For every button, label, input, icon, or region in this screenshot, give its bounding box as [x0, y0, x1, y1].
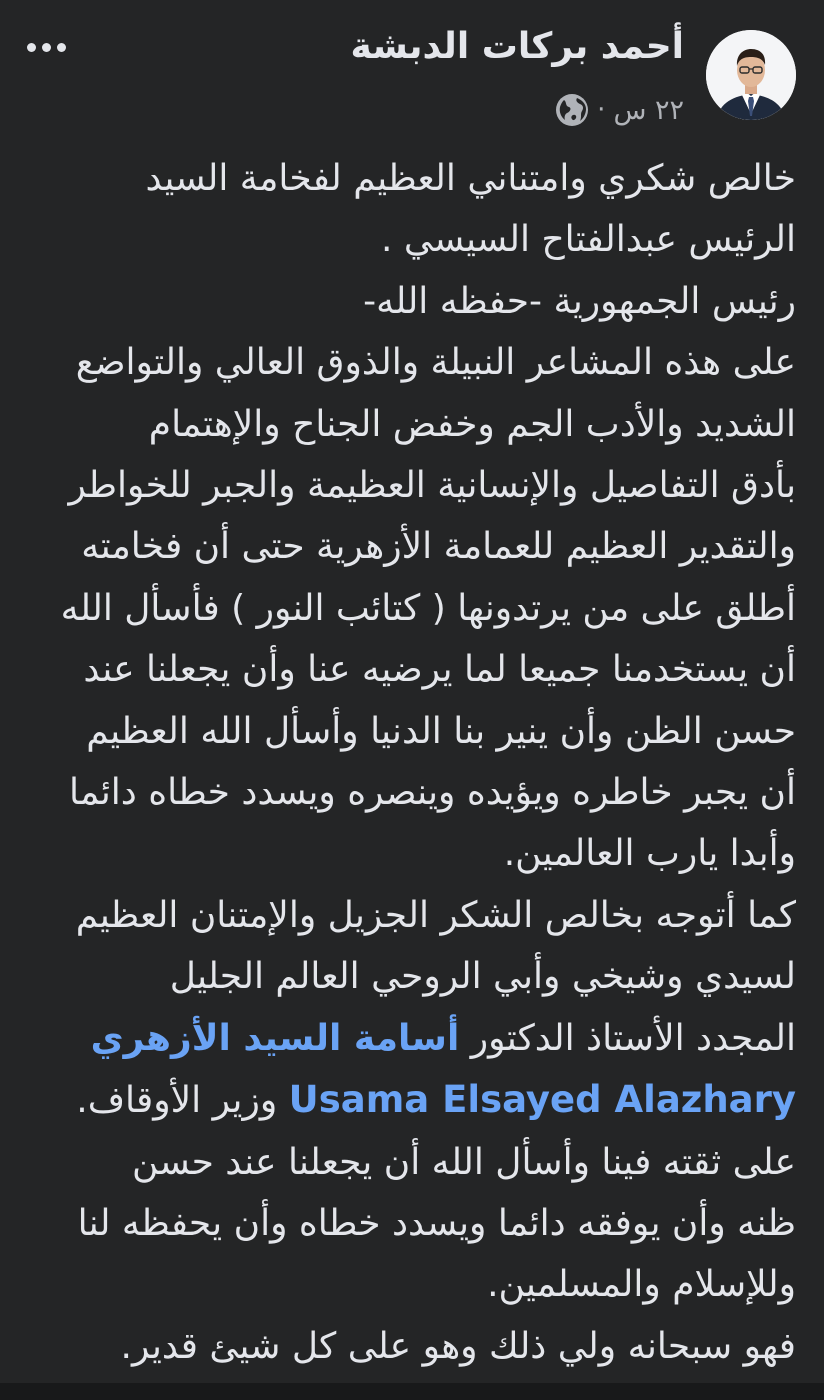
post-line: الشديد والأدب الجم وخفض الجناح والإهتمام [148, 403, 796, 445]
avatar[interactable] [706, 30, 796, 120]
post-line: على هذه المشاعر النبيلة والذوق العالي والتواضع [75, 342, 796, 384]
author-name[interactable]: أحمد بركات الدبشة [350, 26, 684, 67]
bottom-bar [0, 1383, 824, 1400]
post-line: فهو سبحانه ولي ذلك وهو على كل شيئ قدير. [120, 1325, 796, 1367]
post-line: رئيس الجمهورية -حفظه الله- [363, 280, 796, 322]
post-line: لسيدي وشيخي وأبي الروحي العالم الجليل [169, 956, 796, 998]
post-line: وللإسلام والمسلمين. [487, 1264, 796, 1306]
post-line: على ثقته فينا وأسأل الله أن يجعلنا عند حسن [132, 1141, 796, 1183]
more-horizontal-icon [27, 43, 36, 52]
post-body [24, 148, 796, 1377]
post-line-with-mention-en [24, 1069, 796, 1131]
post-line: وأبدا يارب العالمين. [503, 833, 796, 875]
more-options-button[interactable] [20, 30, 72, 64]
post-line: أن يجبر خاطره ويؤيده وينصره ويسدد خطاه دائما [68, 772, 796, 814]
mention-suffix: وزير الأوقاف. [76, 1080, 289, 1122]
profile-photo [706, 30, 796, 120]
meta-separator: · [597, 95, 606, 125]
mention-link-arabic[interactable]: أسامة السيد الأزهري [90, 1017, 460, 1059]
post-line-with-mention [24, 1008, 796, 1069]
globe-icon[interactable] [555, 93, 589, 127]
post-line: ظنه وأن يوفقه دائما ويسدد خطاه وأن يحفظه لنا [77, 1202, 796, 1244]
post-line: بأدق التفاصيل والإنسانية العظيمة والجبر للخواطر [68, 465, 796, 507]
post-line: والتقدير العظيم للعمامة الأزهرية حتى أن فخامته [81, 526, 796, 568]
post-line: الرئيس عبدالفتاح السيسي . [381, 219, 796, 261]
post-time[interactable]: ٢٢ س [613, 94, 684, 126]
post-meta [555, 92, 684, 128]
mention-prefix: المجدد الأستاذ الدكتور [459, 1017, 796, 1059]
post-line: أن يستخدمنا جميعا لما يرضيه عنا وأن يجعلنا عند [83, 649, 796, 691]
post-line: خالص شكري وامتناني العظيم لفخامة السيد [145, 158, 796, 199]
mention-link-english[interactable]: Usama Elsayed Alazhary [288, 1078, 796, 1122]
post-line: كما أتوجه بخالص الشكر الجزيل والإمتنان العظيم [75, 894, 796, 936]
post-line: أطلق على من يرتدونها ( كتائب النور ) فأسأل الله [60, 587, 796, 629]
post-line: حسن الظن وأن ينير بنا الدنيا وأسأل الله العظيم [86, 710, 796, 752]
